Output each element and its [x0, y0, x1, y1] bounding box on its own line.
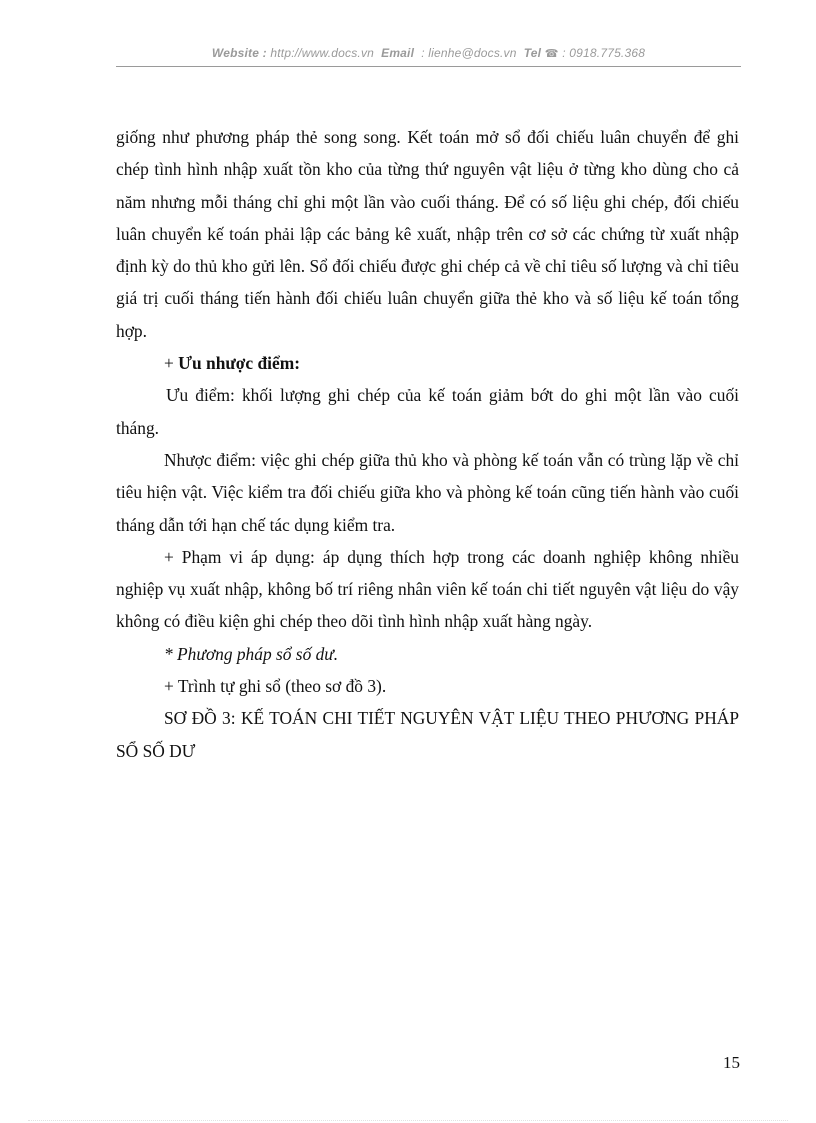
header-divider [116, 66, 741, 67]
document-body [116, 121, 739, 767]
paragraph-method-heading: * Phương pháp sổ số dư. [164, 643, 339, 664]
page-number: 15 [723, 1053, 740, 1072]
phone-icon: ☎ [544, 48, 559, 60]
heading-pros-cons: Ưu nhược điểm: [178, 353, 300, 374]
paragraph-scope: + Phạm vi áp dụng: áp dụng thích hợp trong các doanh nghiệp không nhiều nghiệp vụ xuất nhập, không bố trí riêng nhân viên kế toán chi tiết nguyên vật liệu do vậy không có điều kiện ghi chép theo dõi tình hình nhập xuất hàng ngày. [116, 546, 739, 632]
website-url: http://www.docs.vn [270, 46, 375, 60]
tel-value: : 0918.775.368 [562, 46, 646, 60]
website-label: Website : [211, 46, 267, 60]
heading-prefix: + [164, 353, 179, 374]
paragraph-advantages: Ưu điểm: khối lượng ghi chép của kế toán giảm bớt do ghi một lần vào cuối tháng. [116, 385, 739, 438]
tel-label: Tel [523, 46, 542, 60]
page-header [116, 46, 741, 60]
paragraph-disadvantages: Nhược điểm: việc ghi chép giữa thủ kho và phòng kế toán vẫn có trùng lặp về chỉ tiêu hiện vật. Việc kiểm tra đối chiếu giữa kho và phòng kế toán cũng tiến hành vào cuối tháng dẫn tới hạn chế tác dụng kiểm tra. [116, 449, 739, 535]
footer-divider [28, 1120, 788, 1121]
paragraph-pros-cons-heading [116, 347, 739, 379]
paragraph-intro: giống như phương pháp thẻ song song. Kết toán mở sổ đối chiếu luân chuyển để ghi chép tình hình nhập xuất tồn kho của từng thứ nguyên vật liệu ở từng kho dùng cho cả năm nhưng mỗi tháng chỉ ghi một lần vào cuối tháng. Để có số liệu ghi chép, đối chiếu luân chuyển kế toán phải lập các bảng kê xuất, nhập trên cơ sở các chứng từ xuất nhập định kỳ do thủ kho gửi lên. Sổ đối chiếu được ghi chép cả về chỉ tiêu số lượng và chỉ tiêu giá trị cuối tháng tiến hành đối chiếu luân chuyển giữa thẻ kho và số liệu kế toán tổng hợp. [116, 127, 739, 341]
diagram-caption: SƠ ĐỒ 3: KẾ TOÁN CHI TIẾT NGUYÊN VẬT LIỆU THEO PHƯƠNG PHÁP SỔ SỐ DƯ [116, 708, 739, 761]
email-value: : lienhe@docs.vn [421, 46, 517, 60]
paragraph-procedure: + Trình tự ghi sổ (theo sơ đồ 3). [164, 676, 387, 697]
email-label: Email [381, 46, 415, 60]
